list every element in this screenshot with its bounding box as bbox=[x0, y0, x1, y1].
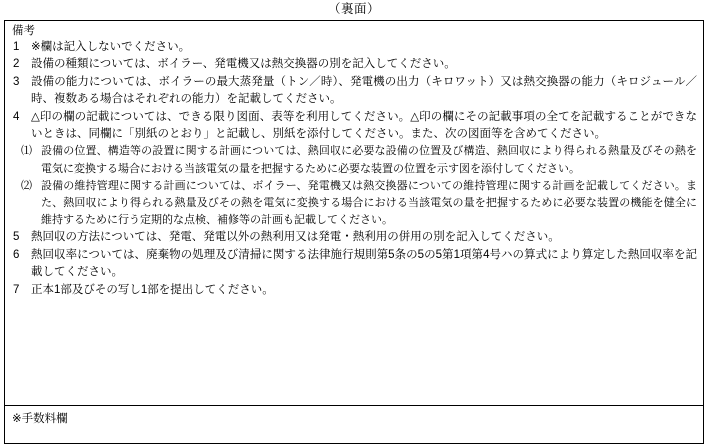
remark-subitem bbox=[11, 178, 697, 230]
remark-text: 熱回収の方法については、発電、発電以外の熱利用又は発電・熱利用の併用の別を記入してください。 bbox=[31, 231, 560, 244]
remarks-heading: 備考 bbox=[12, 25, 35, 37]
fee-section bbox=[5, 406, 703, 444]
remark-number: 1 bbox=[13, 41, 20, 53]
remark-text: 正本1部及びその写し1部を提出してください。 bbox=[31, 283, 274, 296]
remark-number: 2 bbox=[13, 58, 20, 71]
remark-text: ※欄は記入しないでください。 bbox=[31, 41, 191, 53]
remark-subitem-number: ⑴ bbox=[21, 145, 32, 158]
remark-number: 7 bbox=[13, 283, 20, 296]
remark-number: 6 bbox=[13, 248, 20, 261]
remark-subitem-text: 設備の位置、構造等の設置に関する計画については、熱回収に必要な設備の位置及び構造、熱回収により得られる熱量及びその熱を電気に変換する場合における当該電気の量を把握するために必要な装置の位置を示す図を添付してください。 bbox=[41, 145, 697, 175]
remark-item bbox=[11, 39, 697, 56]
remarks-section bbox=[5, 21, 703, 406]
remark-text: 熱回収率については、廃棄物の処理及び清掃に関する法律施行規則第5条の5の5第1項第4号ハの算式により算定した熱回収率を記載してください。 bbox=[31, 248, 697, 279]
remark-text: △印の欄の記載については、できる限り図面、表等を利用してください。△印の欄にその記載事項の全てを記載することができないときは、同欄に「別紙のとおり」と記載し、別紙を添付してください。また、次の図面等を含めてください。 bbox=[31, 110, 697, 141]
remark-number: 4 bbox=[13, 110, 20, 123]
remark-item bbox=[11, 56, 697, 73]
remark-item bbox=[11, 229, 697, 246]
remark-item bbox=[11, 109, 697, 144]
remark-item bbox=[11, 282, 697, 299]
remark-number: 5 bbox=[13, 231, 20, 244]
remark-subitem bbox=[11, 143, 697, 177]
remark-item bbox=[11, 247, 697, 282]
remark-subitem-text: 設備の維持管理に関する計画については、ボイラー、発電機又は熱交換器についての維持管理に関する計画を記載してください。また、熱回収により得られる熱量及びその熱を電気に変換する場合における当該電気の量を把握するために必要な装置の機能を健全に維持するために行う定期的な点検、補修等の計画も記載してください。 bbox=[41, 179, 697, 227]
remark-subitem-number: ⑵ bbox=[21, 179, 32, 192]
fee-label: ※手数料欄 bbox=[12, 413, 68, 425]
remark-number: 3 bbox=[13, 75, 20, 88]
remark-text: 設備の能力については、ボイラーの最大蒸発量（トン／時）、発電機の出力（キロワット）又は熱交換器の能力（キロジュール／時、複数ある場合はそれぞれの能力）を記載してください。 bbox=[31, 75, 697, 106]
remark-text: 設備の種類については、ボイラー、発電機又は熱交換器の別を記入してください。 bbox=[31, 58, 456, 71]
form-outer-box bbox=[4, 20, 704, 444]
remark-item bbox=[11, 74, 697, 109]
page-side-label: （裏面） bbox=[327, 2, 380, 16]
